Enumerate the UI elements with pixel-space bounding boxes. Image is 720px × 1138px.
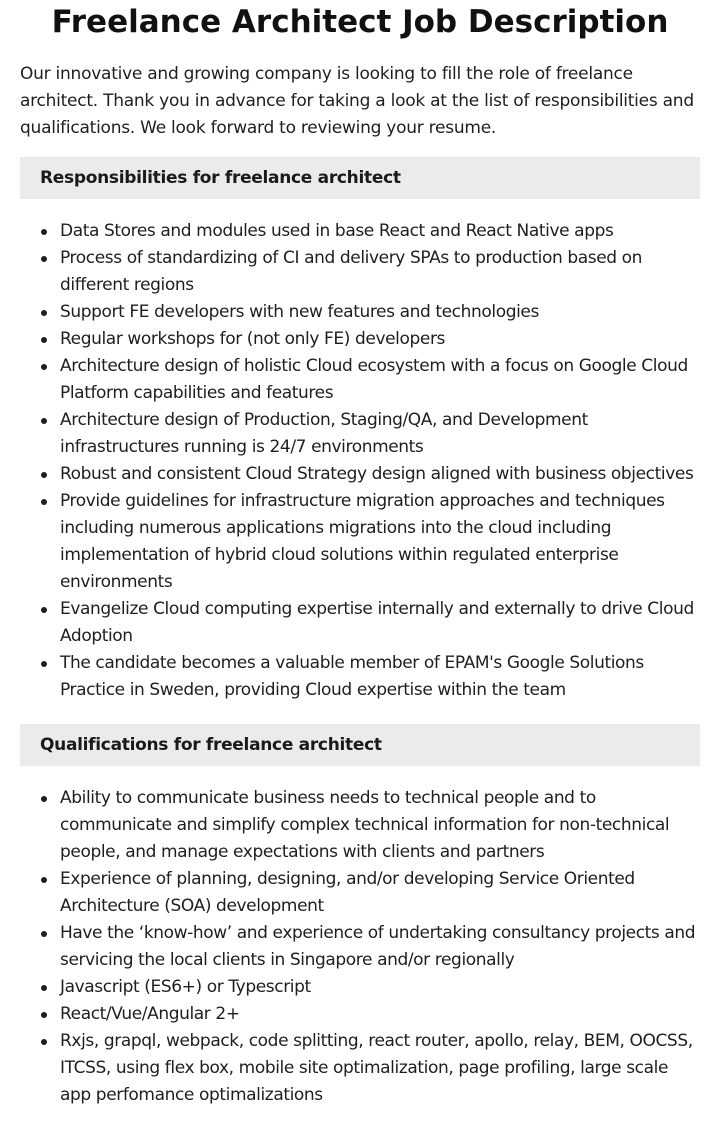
list-item: Architecture design of Production, Staging/QA, and Development infrastructures running is 24/7 environments — [20, 407, 700, 461]
list-item: Architecture design of holistic Cloud ecosystem with a focus on Google Cloud Platform capabilities and features — [20, 353, 700, 407]
list-item: Robust and consistent Cloud Strategy design aligned with business objectives — [20, 461, 700, 488]
qualifications-heading: Qualifications for freelance architect — [20, 724, 700, 766]
list-item: Have the ‘know-how’ and experience of undertaking consultancy projects and servicing the local clients in Singapore and/or regionally — [20, 920, 700, 974]
bullet-icon — [41, 229, 47, 235]
list-item: The candidate becomes a valuable member of EPAM's Google Solutions Practice in Sweden, providing Cloud expertise within the team — [20, 650, 700, 704]
list-item: Regular workshops for (not only FE) developers — [20, 326, 700, 353]
list-item: Data Stores and modules used in base React and React Native apps — [20, 218, 700, 245]
list-item: Ability to communicate business needs to technical people and to communicate and simplify complex technical information for non-technical people, and manage expectations with clients and partners — [20, 785, 700, 866]
bullet-icon — [41, 256, 47, 262]
bullet-icon — [41, 1039, 47, 1045]
bullet-icon — [41, 337, 47, 343]
qualifications-list — [20, 785, 700, 1109]
bullet-icon — [41, 607, 47, 613]
bullet-icon — [41, 877, 47, 883]
list-item: React/Vue/Angular 2+ — [20, 1001, 700, 1028]
list-item: Javascript (ES6+) or Typescript — [20, 974, 700, 1001]
bullet-icon — [41, 418, 47, 424]
responsibilities-list — [20, 218, 700, 704]
bullet-icon — [41, 1012, 47, 1018]
bullet-icon — [41, 310, 47, 316]
page-title: Freelance Architect Job Description — [51, 4, 669, 40]
bullet-icon — [41, 472, 47, 478]
bullet-icon — [41, 796, 47, 802]
list-item: Provide guidelines for infrastructure migration approaches and techniques including numerous applications migrations into the cloud including implementation of hybrid cloud solutions within regulated enterprise environments — [20, 488, 700, 596]
bullet-icon — [41, 661, 47, 667]
list-item: Evangelize Cloud computing expertise internally and externally to drive Cloud Adoption — [20, 596, 700, 650]
list-item: Process of standardizing of CI and delivery SPAs to production based on different regions — [20, 245, 700, 299]
bullet-icon — [41, 499, 47, 505]
list-item: Rxjs, grapql, webpack, code splitting, react router, apollo, relay, BEM, OOCSS, ITCSS, using flex box, mobile site optimalization, page profiling, large scale app perfomance optimalizations — [20, 1028, 700, 1109]
responsibilities-heading: Responsibilities for freelance architect — [20, 157, 700, 199]
bullet-icon — [41, 985, 47, 991]
list-item: Experience of planning, designing, and/or developing Service Oriented Architecture (SOA) development — [20, 866, 700, 920]
bullet-icon — [41, 364, 47, 370]
bullet-icon — [41, 931, 47, 937]
list-item: Support FE developers with new features and technologies — [20, 299, 700, 326]
intro-paragraph: Our innovative and growing company is looking to fill the role of freelance architect. Thank you in advance for taking a look at the list of responsibilities and qualifications. We look forward to reviewing your resume. — [20, 64, 694, 138]
